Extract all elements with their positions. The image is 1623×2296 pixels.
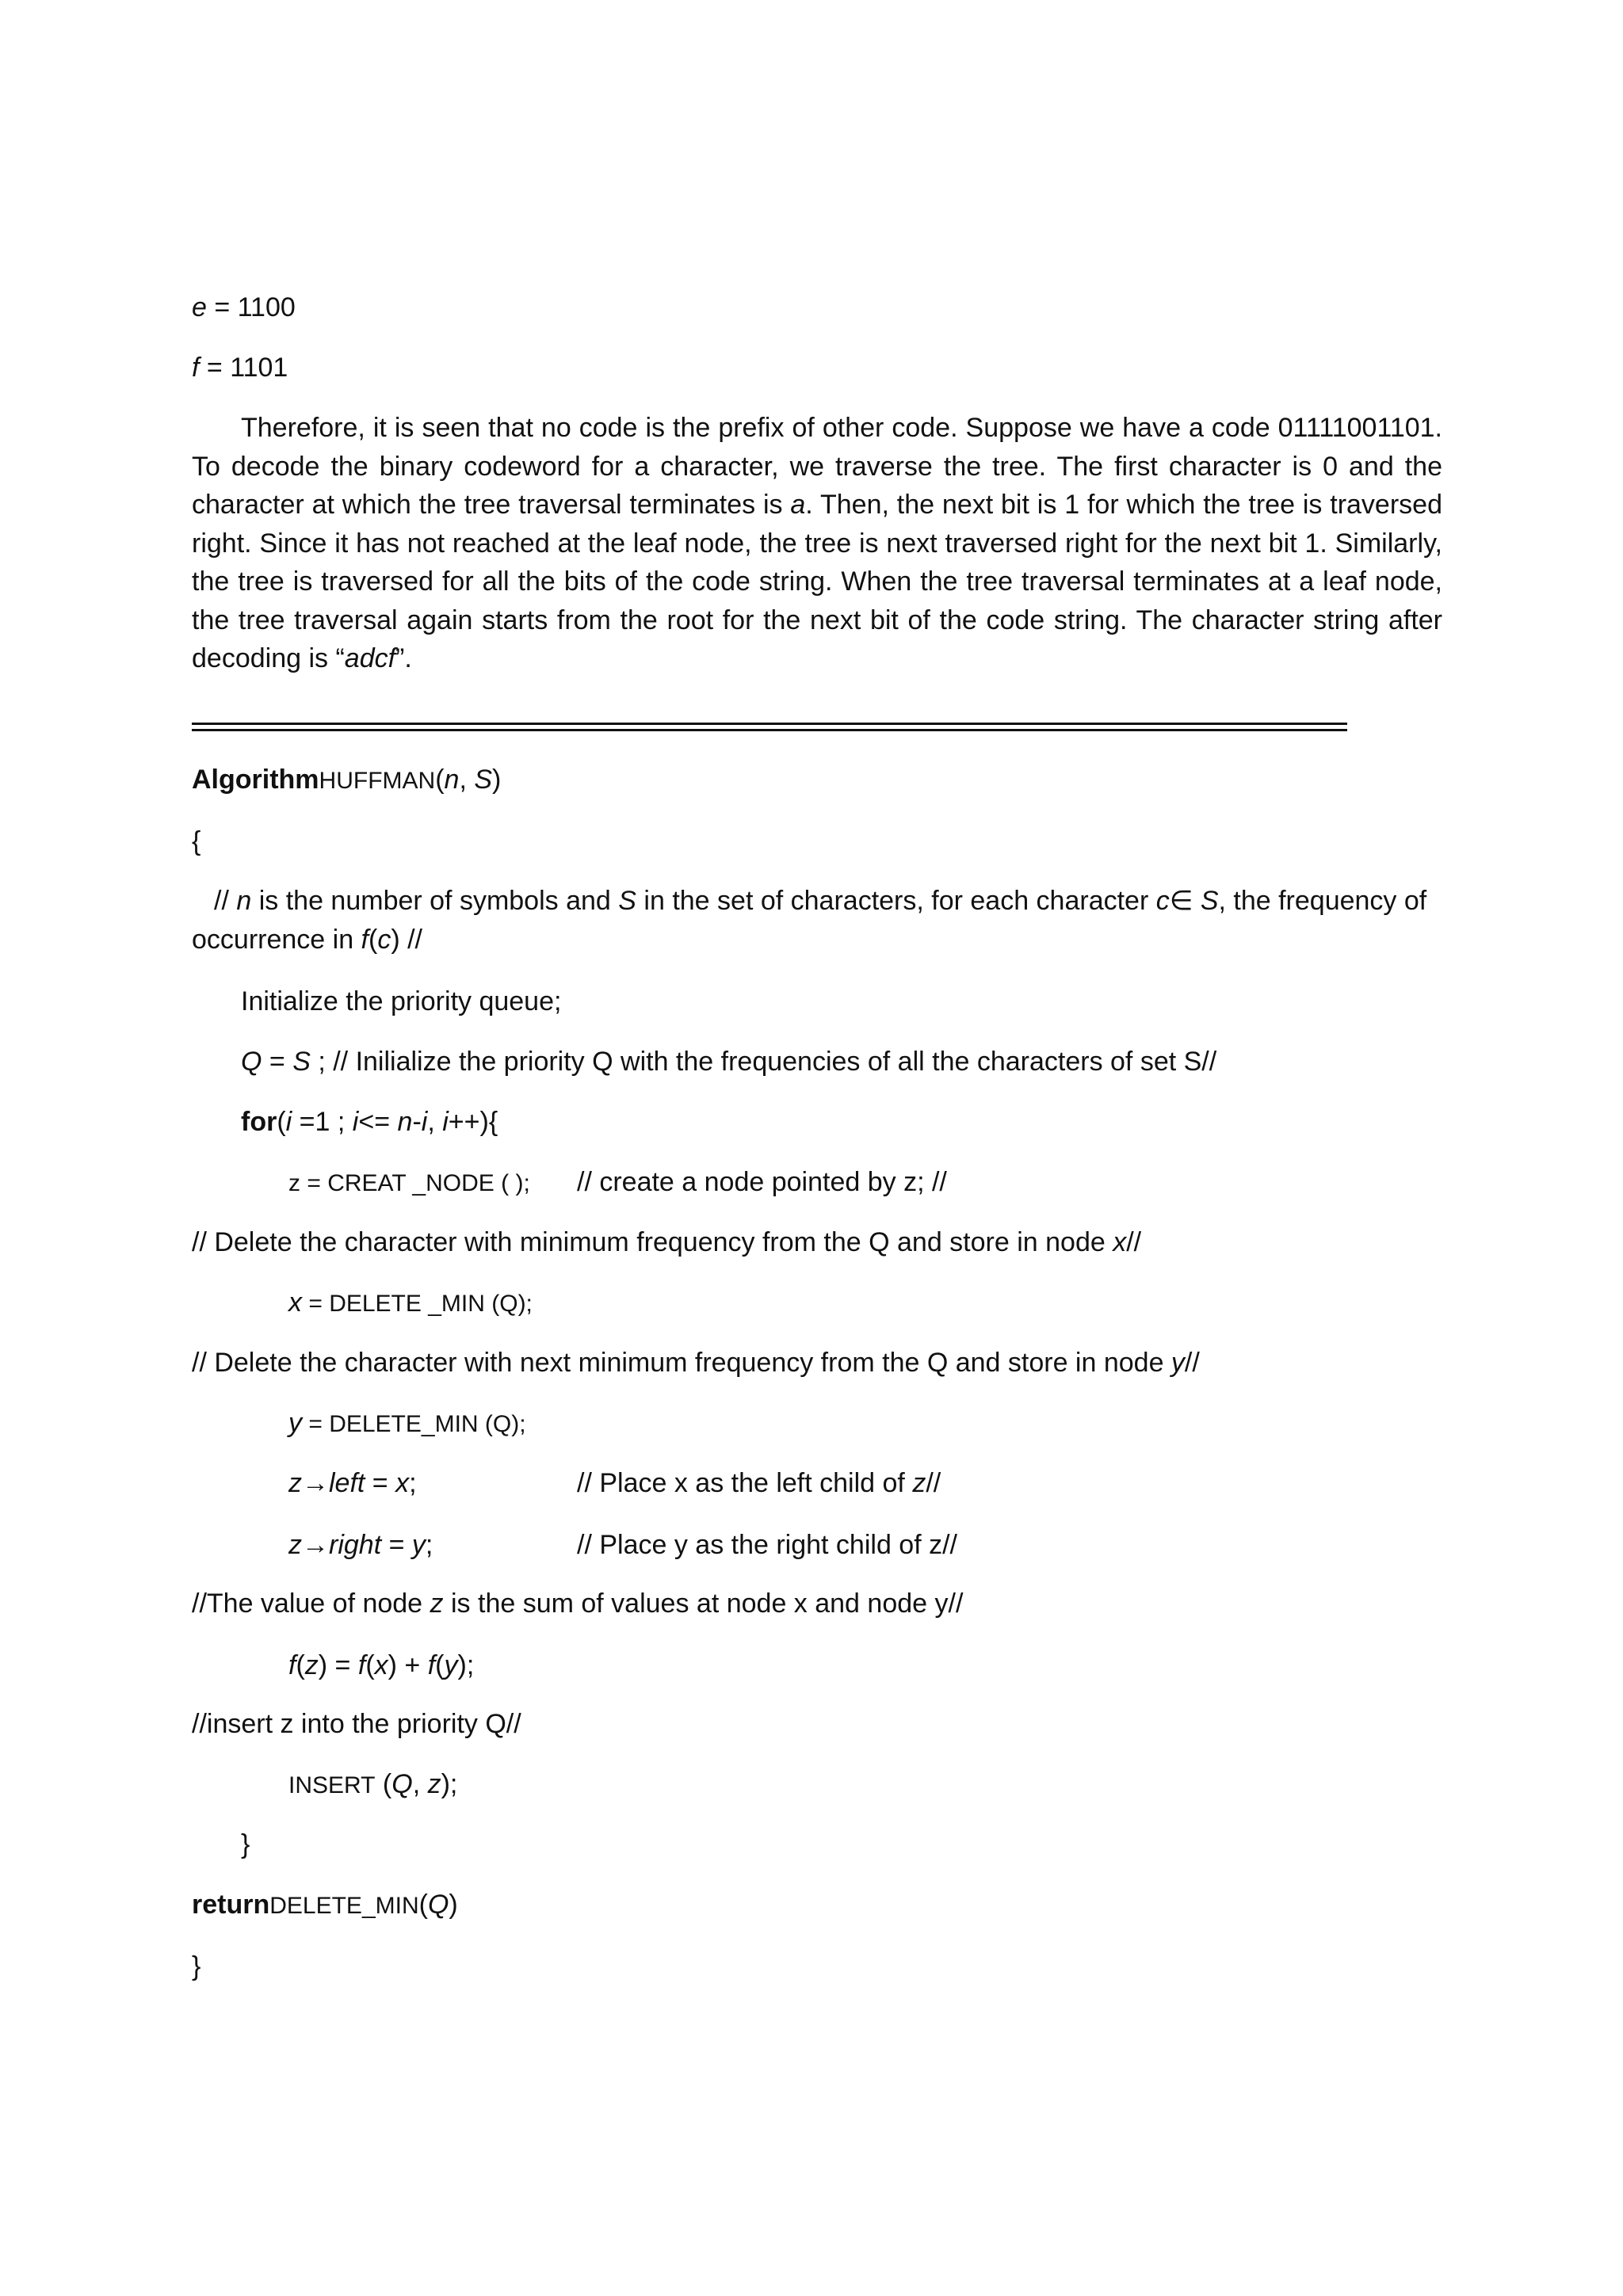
- q-assign-comment: ; // Inilialize the priority Q with the frequencies of all the characters of set S//: [310, 1047, 1217, 1077]
- delete-min-comment-text: // Delete the character with minimum frequency from the Q and store in node: [192, 1227, 1113, 1257]
- comment-s: S: [618, 886, 636, 916]
- z-left-comment-text: // Place x as the left child of: [577, 1468, 913, 1498]
- comment-s2: S: [1200, 886, 1219, 916]
- delete-next-min-comment: // Delete the character with next minimum frequency from the Q and store in node y//: [192, 1348, 1200, 1378]
- loop-close-brace: }: [241, 1829, 250, 1859]
- z-left-assign: z→left = x;: [288, 1468, 417, 1498]
- decoding-paragraph: [192, 409, 1442, 678]
- paragraph-text-rest: . Then, the next bit is 1 for which the tree is traversed right. Since it has not reached at the leaf node, the tree is next traversed right for the next bit 1. Similarly, the tree is traversed for all the bits of the code string. When the tree traversal terminates at a leaf node, the tree traversal again starts from the root for the next bit of the code string. The character string after decoding is “: [192, 490, 1442, 673]
- algorithm-description-comment: // n is the number of symbols and S in the set of characters, for each character c∈ S, the frequency of occurrence in f(c) //: [192, 886, 1427, 955]
- insert-line: INSERT (Q, z);: [288, 1769, 458, 1799]
- comment-in: ∈: [1169, 886, 1201, 916]
- comment-part-b: in the set of characters, for each character: [636, 886, 1156, 916]
- comment-n: n: [236, 886, 252, 916]
- algorithm-keyword: Algorithm: [192, 765, 319, 795]
- x-assign-line: x = DELETE _MIN (Q);: [288, 1287, 533, 1318]
- code-f-line: f = 1101: [192, 353, 288, 383]
- sum-assign: f(z) = f(x) + f(y);: [288, 1650, 475, 1680]
- z-right-assign: z→right = y;: [288, 1530, 433, 1560]
- separator-line-bottom: [192, 729, 1347, 731]
- comment-f: f: [361, 924, 369, 955]
- x-assign-code: = DELETE _MIN (Q);: [302, 1291, 533, 1317]
- sum-comment-b: is the sum of values at node x and node y//: [443, 1589, 964, 1619]
- q-assign-line: Q = S ; // Inilialize the priority Q with the frequencies of all the characters of set S//: [241, 1047, 1217, 1077]
- insert-comment: //insert z into the priority Q//: [192, 1709, 521, 1739]
- code-f-value: 1101: [230, 353, 288, 383]
- paragraph-char-a: a: [790, 490, 806, 520]
- insert-code: INSERT: [288, 1772, 376, 1798]
- paragraph-end: ”.: [395, 643, 412, 673]
- for-loop-header: for(i =1 ; i<= n-i, i++){: [241, 1107, 498, 1137]
- return-keyword: return: [192, 1890, 270, 1920]
- return-code: DELETE_MIN: [269, 1893, 419, 1919]
- z-create-code: z = CREAT _NODE ( );: [288, 1170, 530, 1196]
- paragraph-text: Therefore, it is seen that no code is the prefix of other code. Suppose we have a code 01111001101. To decode the binary codeword for a character, we traverse the tree. The first character is 0 and the character at which the tree traversal terminates is: [192, 413, 1442, 520]
- algorithm-name: HUFFMAN: [319, 768, 436, 794]
- delete-min-comment: // Delete the character with minimum frequency from the Q and store in node x//: [192, 1227, 1142, 1257]
- y-assign-code: = DELETE_MIN (Q);: [302, 1411, 526, 1437]
- comment-part-a: is the number of symbols and: [251, 886, 619, 916]
- brace-open: {: [192, 826, 201, 856]
- z-create-comment: // create a node pointed by z; //: [577, 1167, 947, 1197]
- z-left-comment: // Place x as the left child of z//: [577, 1468, 941, 1498]
- for-keyword: for: [241, 1107, 277, 1137]
- z-create-line: [288, 1163, 530, 1203]
- separator-line-top: [192, 723, 1347, 725]
- z-right-comment: // Place y as the right child of z//: [577, 1530, 958, 1560]
- code-e-line: e = 1100: [192, 292, 296, 322]
- sum-comment-a: //The value of node: [192, 1589, 430, 1619]
- comment-c: c: [1155, 886, 1170, 916]
- code-e-value: 1100: [237, 292, 296, 322]
- comment-part-d: , the frequency of occurrence in: [192, 886, 1427, 955]
- sum-comment: //The value of node z is the sum of values at node x and node y//: [192, 1589, 964, 1619]
- return-line: returnDELETE_MIN(Q): [192, 1890, 458, 1920]
- comment-c2: c: [377, 924, 391, 955]
- init-priority-queue: Initialize the priority queue;: [241, 986, 562, 1016]
- delete-next-comment-text: // Delete the character with next minimum frequency from the Q and store in node: [192, 1348, 1171, 1378]
- algorithm-header: AlgorithmHUFFMAN(n, S): [192, 765, 502, 795]
- y-assign-line: y = DELETE_MIN (Q);: [288, 1408, 526, 1438]
- brace-close: }: [192, 1951, 201, 1981]
- paragraph-decoded: adcf: [344, 643, 396, 673]
